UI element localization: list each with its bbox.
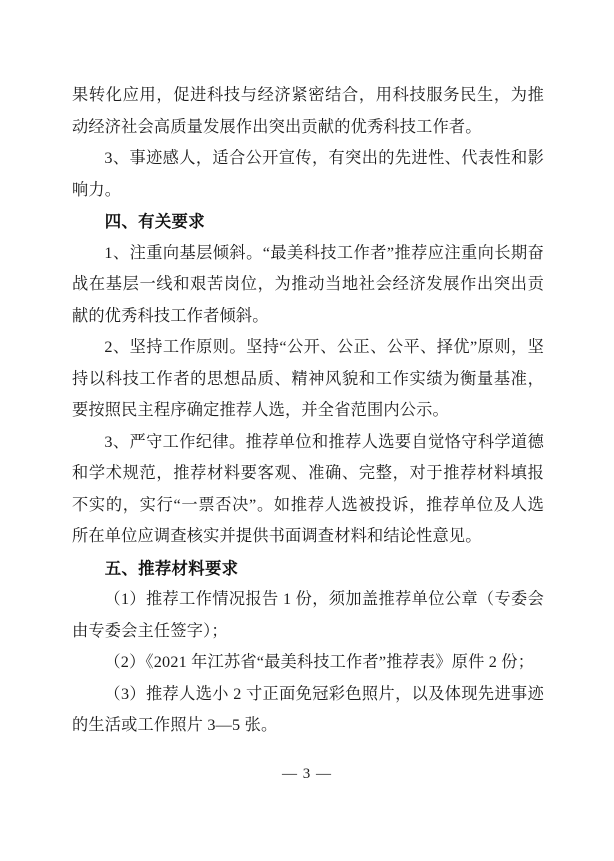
- paragraph: 1、注重向基层倾斜。“最美科技工作者”推荐应注重向长期奋战在基层一线和艰苦岗位，为推动当地社会经济发展作出突出贡献的优秀科技工作者倾斜。: [72, 243, 544, 325]
- paragraph: 2、坚持工作原则。坚持“公开、公正、公平、择优”原则，坚持以科技工作者的思想品质、精神风貌和工作实绩为衡量基准，要按照民主程序确定推荐人选，并全省范围内公示。: [72, 338, 544, 419]
- page-number: — 3 —: [282, 766, 332, 782]
- paragraph: 3、严守工作纪律。推荐单位和推荐人选要自觉恪守科学道德和学术规范，推荐材料要客观、准确、完整，对于推荐材料填报不实的，实行“一票否决”。如推荐人选被投诉，推荐单位及人选所在单位应调查核实并提供书面调查材料和结论性意见。: [72, 432, 544, 545]
- paragraph: 果转化应用，促进科技与经济紧密结合，用科技服务民生，为推动经济社会高质量发展作出突出贡献的优秀科技工作者。: [72, 86, 544, 136]
- section-heading: 五、推荐材料要求: [104, 558, 239, 578]
- paragraph: （2）《2021 年江苏省“最美科技工作者”推荐表》原件 2 份；: [104, 653, 535, 671]
- paragraph: （1）推荐工作情况报告 1 份，须加盖推荐单位公章（专委会由专委会主任签字）；: [72, 590, 544, 640]
- paragraph: 3、事迹感人，适合公开宣传，有突出的先进性、代表性和影响力。: [72, 149, 544, 199]
- paragraph: （3）推荐人选小 2 寸正面免冠彩色照片，以及体现先进事迹的生活或工作照片 3—5 张。: [72, 684, 544, 734]
- section-heading: 四、有关要求: [104, 212, 205, 231]
- document-body: [72, 80, 544, 742]
